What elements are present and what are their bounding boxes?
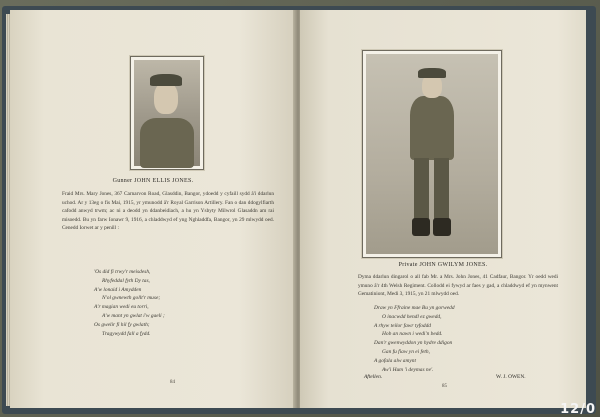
left-paragraph: Fraid Mrs. Mary Jones, 367 Carnarvon Road, Glasddin, Bangor, ydoedd y cyfaill sydd â'i ddarlun uchod. Ar y 13eg o fis Mai, 1915, yr ymunodd â'r Royal Garrison Artillery. Fan o dan ddogylfiarth cafodd anwyd trwm; ac ni a deodd yn ddanbeidiach, a hu yn Ysbyty Milwrol Glasaddn am rai misoedd. Bu yn farw Ionawr 9, 1916, a chladdwyd ef yng Nghladdfa, Bangor, yn 29 mlwydd oed. Cenedd Iorwet ar y penill : (62, 191, 274, 232)
left-caption: Gunner JOHN ELLIS JONES. (112, 178, 194, 184)
left-poem-line: A'w mant yn gwlat i'w gaeli ; (102, 312, 165, 319)
right-poem-line: Draw yn Ffraine mae Bu yn gorwedd (374, 305, 455, 311)
left-page-number: 84 (170, 380, 175, 385)
right-poem-line: Dan'r gwenwyddon yn hydre ddigon (374, 340, 453, 347)
left-poem (94, 268, 165, 338)
right-poem-line: Hob an nawn i wedi'n bedd. (382, 331, 443, 338)
left-poem-line: 'Os did fi trwy'r meisdesh, (94, 269, 151, 275)
cap-shape (150, 74, 182, 86)
cap-shape (418, 68, 446, 78)
right-poem-line: Aw'i Hum 'i deymas ne'. (382, 366, 434, 373)
uniform-shape (410, 96, 454, 160)
face-shape (154, 82, 178, 114)
right-caption: Private JOHN GWILYM JONES. (398, 262, 488, 268)
left-poem-line: N'ol gwnewth gollt'r muse; (102, 295, 161, 302)
right-paragraph: Dyma ddarlun dingarol o all fab Mr. a Mrs. John Jones, 41 Cadfaur, Bangor. Yr oedd wedi ymuno â'r 4th Welsh Regiment. Collodd ei fywyd ar faes y gad, a chladdwyd ef yn mynwent Gematiniont, Medi 3, 1915, yn 21 mlwydd oed. (358, 274, 558, 298)
left-poem-line: A'w lonaid i Amydden (94, 286, 142, 293)
right-page-number: 85 (442, 384, 447, 389)
right-poem-line: A rhyw teilor fawr tyfoddd (374, 322, 432, 329)
right-poem-line: Gan fu fiaw yn ei feth, (382, 348, 430, 355)
left-leg-shape (414, 158, 429, 220)
uniform-shape (140, 118, 194, 168)
left-boot-shape (412, 218, 430, 236)
left-poem-line: Os gwelir fi hil fy gwlath; (94, 321, 150, 328)
private-portrait-photo (362, 50, 502, 258)
right-footer-left: Aftellen. (364, 374, 383, 380)
date-watermark: 12/0 (560, 402, 596, 417)
right-poem (374, 304, 455, 374)
right-leg-shape (434, 158, 449, 220)
left-poem-line: A'r magian wedi eu torri, (94, 304, 149, 311)
left-page (10, 10, 296, 408)
gunner-portrait-photo (130, 56, 204, 170)
right-footer-signature: W. J. OWEN. (496, 374, 526, 380)
left-poem-line: Tragywydd fall a fydd. (102, 330, 151, 337)
right-boot-shape (433, 218, 451, 236)
right-page (300, 10, 586, 408)
right-poem-line: O inacwdd hendl ez gwedd, (382, 313, 442, 320)
right-poem-line: A gofala alw amynt (374, 357, 416, 364)
left-poem-line: Rhyfeddal fyth Dy tas, (102, 277, 150, 284)
